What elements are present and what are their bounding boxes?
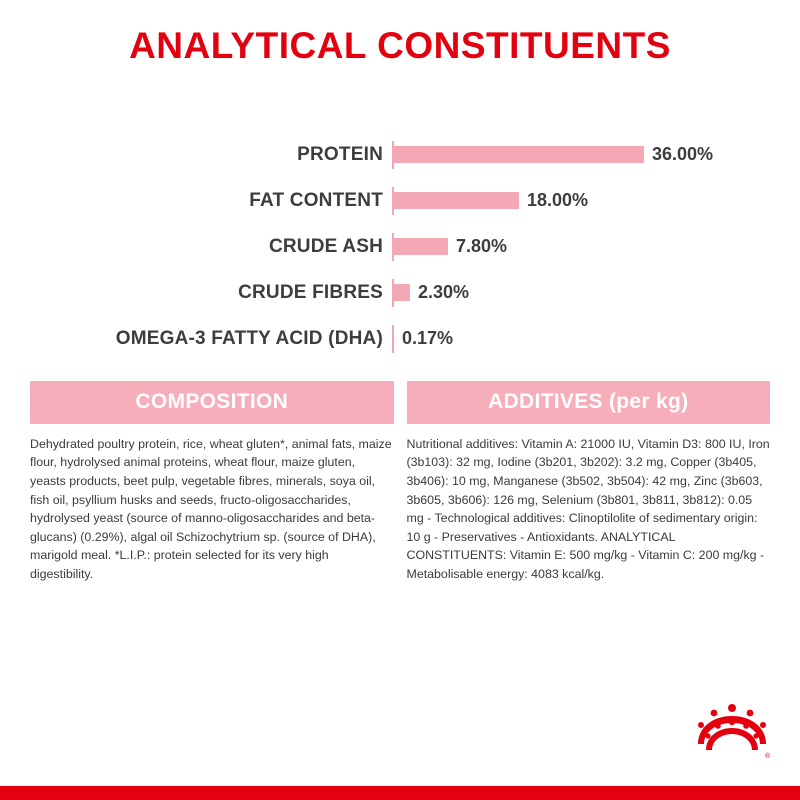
chart-bar-value: 36.00% xyxy=(652,144,714,165)
chart-category-label: PROTEIN xyxy=(297,143,383,165)
chart-row xyxy=(0,187,780,215)
chart-bar-value: 0.17% xyxy=(402,328,454,349)
chart-bar-value: 2.30% xyxy=(418,282,470,303)
chart-bar-area xyxy=(392,141,780,169)
chart-row xyxy=(0,279,780,307)
additives-panel xyxy=(407,381,771,584)
composition-text: Dehydrated poultry protein, rice, wheat gluten*, animal fats, maize flour, hydrolysed animal proteins, wheat flour, maize gluten, yeasts products, beet pulp, vegetable fibres, minerals, soya oil, fish oil, psyllium husks and seeds, fructo-oligosaccharides, hydrolysed yeast (source of manno-oligosaccharides and beta-glucans) (0.29%), algal oil Schizochytrium sp. (source of DHA), marigold meal. *L.I.P.: protein selected for its very high digestibility. xyxy=(30,436,392,581)
chart-bar-area xyxy=(392,279,780,307)
additives-panel-heading: ADDITIVES (per kg) xyxy=(407,381,771,424)
chart-bar-area xyxy=(392,325,780,353)
chart-row xyxy=(0,325,780,353)
additives-panel-body xyxy=(407,424,771,584)
composition-panel-heading: COMPOSITION xyxy=(30,381,394,424)
chart-category-label: FAT CONTENT xyxy=(249,189,383,211)
chart-category-label: CRUDE ASH xyxy=(268,235,383,257)
composition-panel xyxy=(30,381,394,584)
bottom-accent-bar xyxy=(0,786,800,800)
chart-bar-area xyxy=(392,187,780,215)
chart-row xyxy=(0,233,780,261)
chart-bar-value: 7.80% xyxy=(456,236,508,257)
chart-bar-area xyxy=(392,233,780,261)
additives-text: Nutritional additives: Vitamin A: 21000 IU, Vitamin D3: 800 IU, Iron (3b103): 32 mg, Iodine (3b201, 3b202): 3.2 mg, Copper (3b405, 3b406): 10 mg, Manganese (3b502, 3b504): 42 mg, Zinc (3b603, 3b605, 3b606): 126 mg, Selenium (3b801, 3b811, 3b812): 0.05 mg - Technological additives: Clinoptilolite of sedimentary origin: 10 g - Preservatives - Antioxidants. ANALYTICAL CONSTITUENTS: Vitamin E: 500 mg/kg - Vitamin C: 200 mg/kg - Metabolisable energy: 4083 kcal/kg. xyxy=(406,436,770,581)
chart-bar xyxy=(394,192,519,209)
page-title: ANALYTICAL CONSTITUENTS xyxy=(129,25,671,66)
chart-category-label: OMEGA-3 FATTY ACID (DHA) xyxy=(115,327,383,349)
chart-bar-value: 18.00% xyxy=(527,190,589,211)
chart-bar xyxy=(394,284,410,301)
chart-bar xyxy=(394,146,644,163)
royal-canin-crown-logo-icon xyxy=(692,698,772,758)
chart-bar xyxy=(394,238,448,255)
info-panels xyxy=(0,381,800,584)
chart-row xyxy=(0,141,780,169)
composition-panel-body xyxy=(30,424,394,584)
chart-category-label: CRUDE FIBRES xyxy=(238,281,383,303)
trademark-symbol: ® xyxy=(764,753,770,760)
analytical-constituents-chart xyxy=(0,141,800,353)
